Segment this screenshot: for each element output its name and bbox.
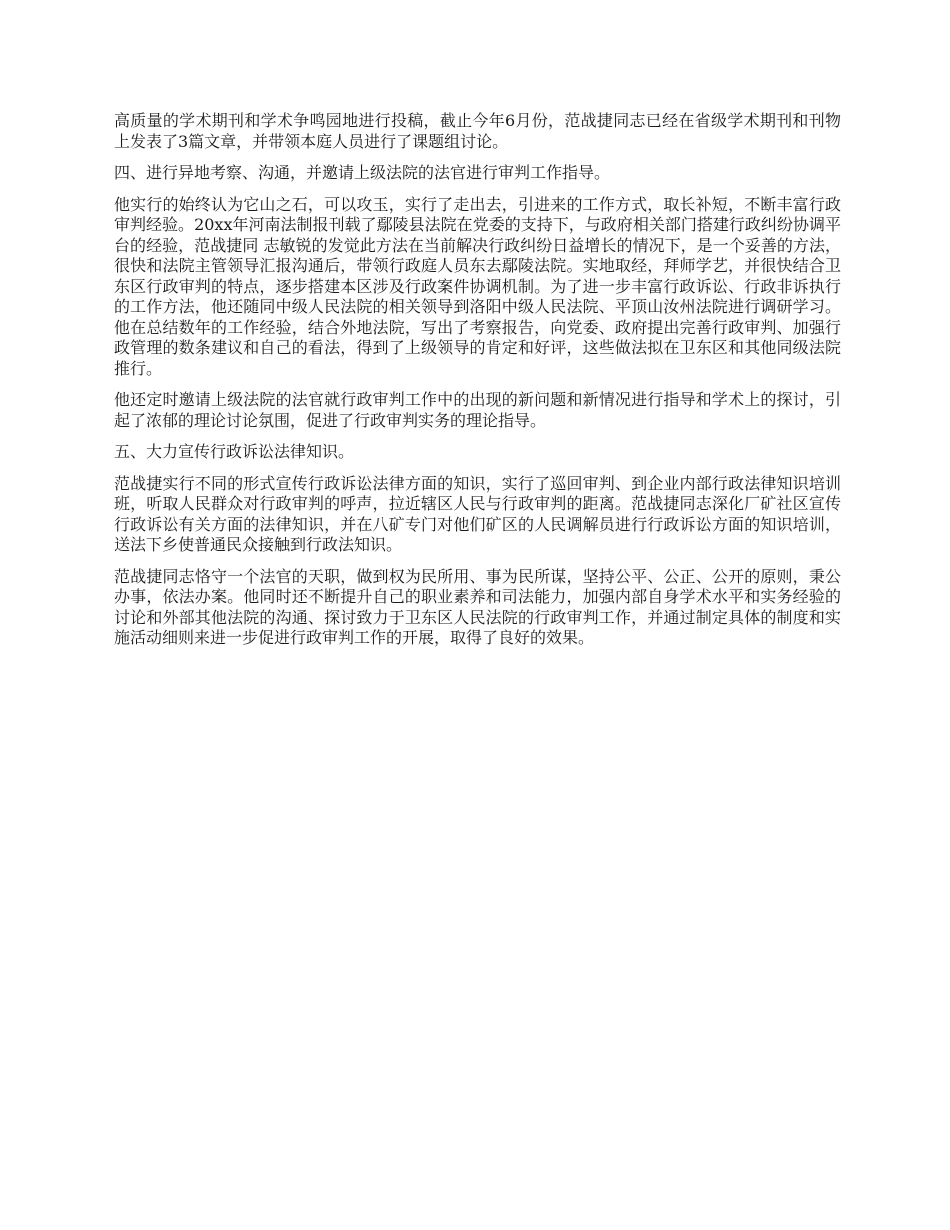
body-paragraph-2: 他实行的始终认为它山之石，可以攻玉，实行了走出去，引进来的工作方式，取长补短，不断丰富行政审判经验。20xx年河南法制报刊载了鄢陵县法院在党委的支持下，与政府相关部门搭建行政纠纷协调平台的经验，范战捷同 志敏锐的发觉此方法在当前解决行政纠纷日益增长的情况下，是一个妥善的方法，很快和法院主管领导汇报沟通后，带领行政庭人员东去鄢陵法院。实地取经，拜师学艺，并很快结合卫东区行政审判的特点，逐步搭建本区涉及行政案件协调机制。为了进一步丰富行政诉讼、行政非诉执行的工作方法，他还随同中级人民法院的相关领导到洛阳中级人民法院、平顶山汝州法院进行调研学习。他在总结数年的工作经验，结合外地法院，写出了考察报告，向党委、政府提出完善行政审判、加强行政管理的数条建议和自己的看法，得到了上级领导的肯定和好评，这些做法拟在卫东区和其他同级法院推行。 — [114, 194, 841, 378]
section-heading-4: 四、进行异地考察、沟通，并邀请上级法院的法官进行审判工作指导。 — [114, 163, 611, 182]
body-paragraph-1: 高质量的学术期刊和学术争鸣园地进行投稿，截止今年6月份，范战捷同志已经在省级学术期刊和刊物上发表了3篇文章，并带领本庭人员进行了课题组讨论。 — [114, 111, 841, 151]
body-paragraph-4: 范战捷实行不同的形式宣传行政诉讼法律方面的知识，实行了巡回审判、到企业内部行政法律知识培训班，听取人民群众对行政审判的呼声，拉近辖区人民与行政审判的距离。范战捷同志深化厂矿社区宣传行政诉讼有关方面的法律知识，并在八矿专门对他们矿区的人民调解员进行行政诉讼方面的知识培训，送法下乡使普通民众接触到行政法知识。 — [114, 473, 841, 554]
body-paragraph-5: 范战捷同志恪守一个法官的天职，做到权为民所用、事为民所谋，坚持公平、公正、公开的原则，秉公办事，依法办案。他同时还不断提升自己的职业素养和司法能力，加强内部自身学术水平和实务经验的讨论和外部其他法院的沟通、探讨致力于卫东区人民法院的行政审判工作，并通过制定具体的制度和实施活动细则来进一步促进行政审判工作的开展，取得了良好的效果。 — [114, 566, 841, 647]
document-page — [114, 111, 841, 660]
body-paragraph-3: 他还定时邀请上级法院的法官就行政审判工作中的出现的新问题和新情况进行指导和学术上的探讨，引起了浓郁的理论讨论氛围，促进了行政审判实务的理论指导。 — [114, 390, 841, 430]
section-heading-5: 五、大力宣传行政诉讼法律知识。 — [114, 442, 355, 461]
